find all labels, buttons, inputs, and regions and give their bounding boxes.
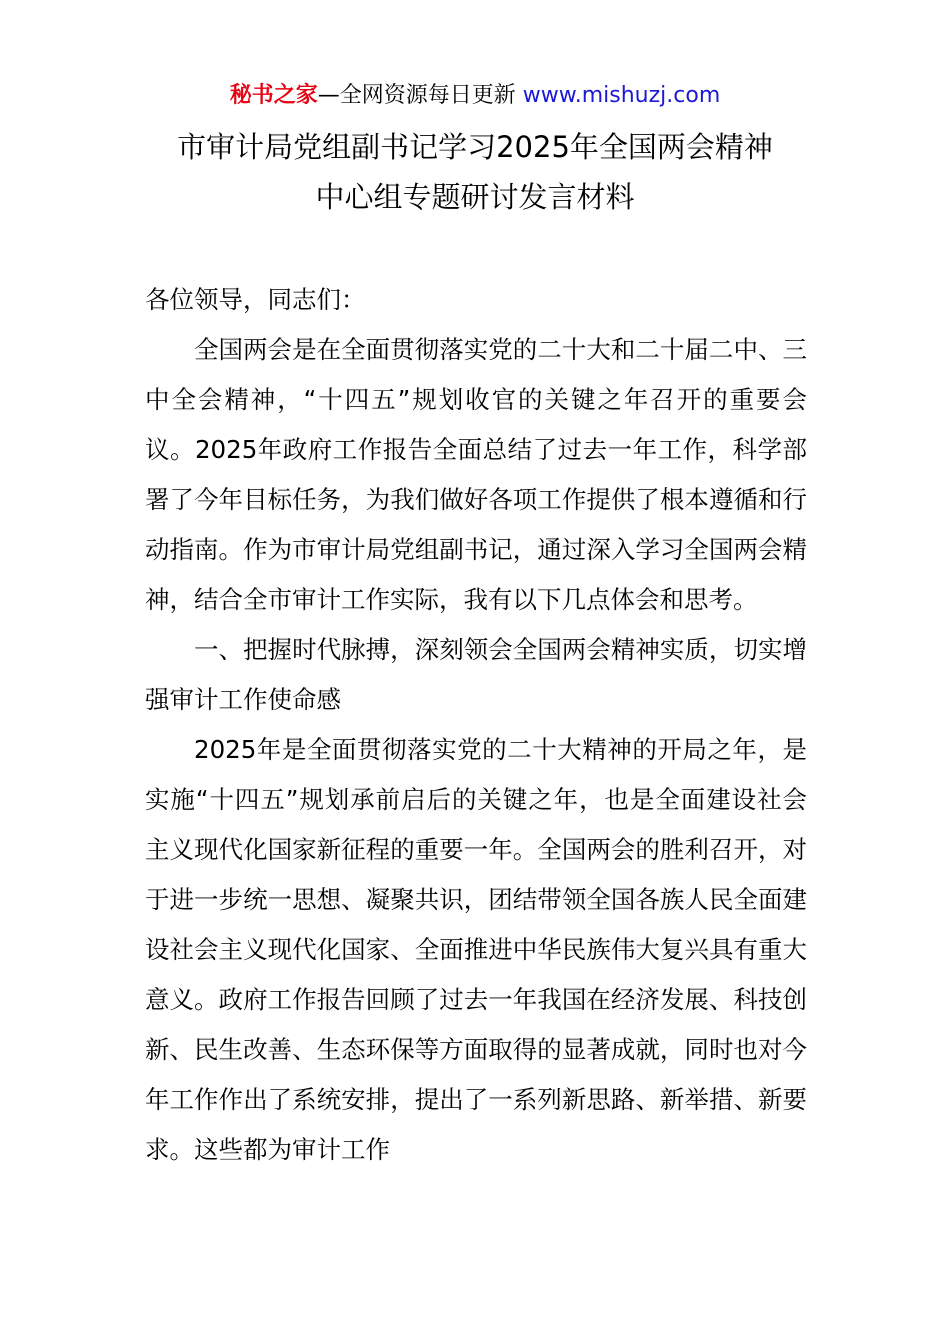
site-url[interactable]: www.mishuzj.com	[522, 83, 721, 108]
document-title-line-2: 中心组专题研讨发言材料	[315, 180, 635, 214]
paragraph-intro: 全国两会是在全面贯彻落实党的二十大和二十届二中、三中全会精神，“十四五”规划收官的关键之年召开的重要会议。2025年政府工作报告全面总结了过去一年工作，科学部署了今年目标任务，为我们做好各项工作提供了根本遵循和行动指南。作为市审计局党组副书记，通过深入学习全国两会精神，结合全市审计工作实际，我有以下几点体会和思考。	[145, 335, 807, 614]
site-tagline: —全网资源每日更新	[317, 83, 523, 108]
salutation: 各位领导，同志们：	[145, 285, 366, 314]
site-brand: 秘书之家	[229, 83, 318, 108]
document-title-line-1: 市审计局党组副书记学习2025年全国两会精神	[177, 130, 773, 164]
site-header	[0, 80, 950, 112]
document-body	[145, 275, 807, 1175]
section-heading-1: 一、把握时代脉搏，深刻领会全国两会精神实质，切实增强审计工作使命感	[145, 635, 807, 714]
paragraph-section-1: 2025年是全面贯彻落实党的二十大精神的开局之年，是实施“十四五”规划承前启后的关键之年，也是全面建设社会主义现代化国家新征程的重要一年。全国两会的胜利召开，对于进一步统一思想、凝聚共识，团结带领全国各族人民全面建设社会主义现代化国家、全面推进中华民族伟大复兴具有重大意义。政府工作报告回顾了过去一年我国在经济发展、科技创新、民生改善、生态环保等方面取得的显著成就，同时也对今年工作作出了系统安排，提出了一系列新思路、新举措、新要求。这些都为审计工作	[145, 735, 807, 1164]
